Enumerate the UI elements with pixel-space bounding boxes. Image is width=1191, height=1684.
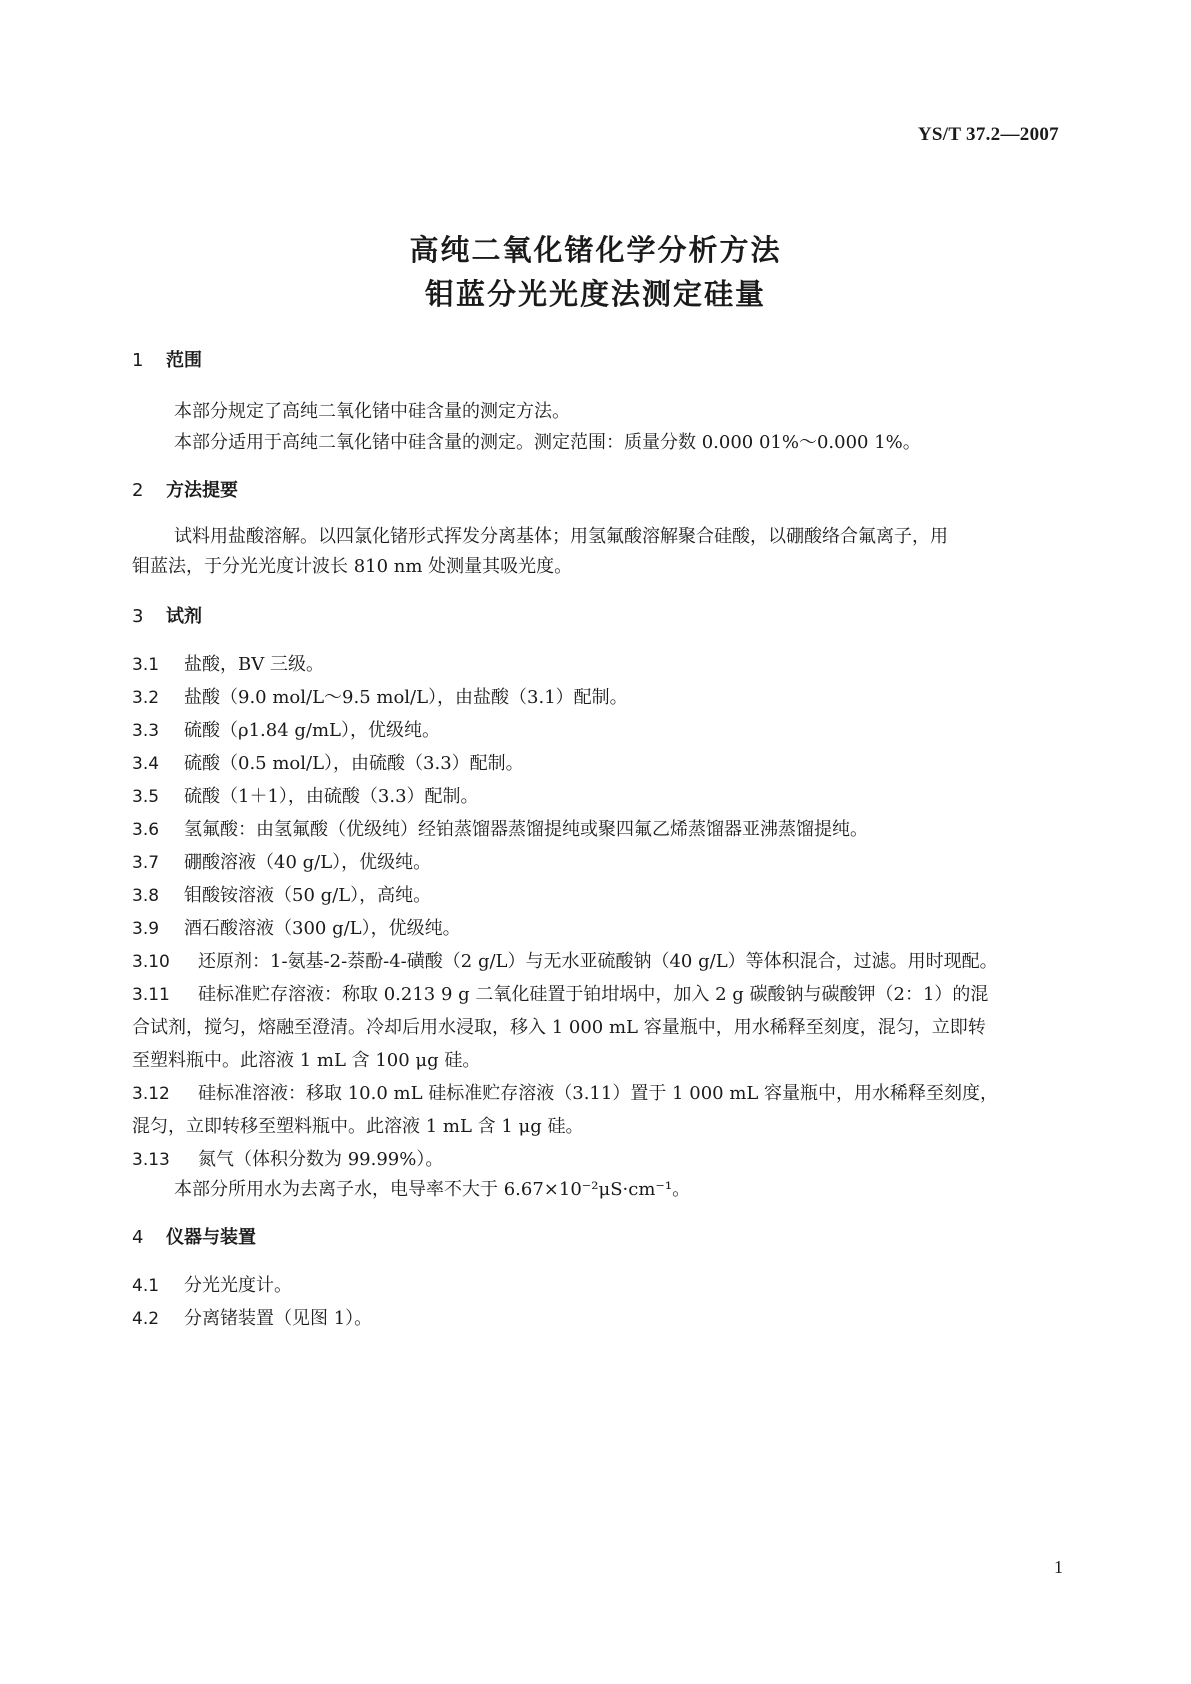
item-number: 3.11	[132, 985, 170, 1005]
section-number: 1	[132, 350, 144, 371]
item-number: 3.1	[132, 655, 160, 675]
list-item	[132, 980, 1062, 1006]
item-number: 3.3	[132, 721, 160, 741]
list-item	[132, 914, 1062, 940]
list-item	[132, 815, 1062, 841]
list-item	[132, 650, 1062, 676]
paragraph: 本部分所用水为去离子水，电导率不大于 6.67×10⁻²μS·cm⁻¹。	[174, 1179, 691, 1200]
item-number: 3.6	[132, 820, 160, 840]
list-item	[132, 1271, 1062, 1297]
standard-code: YS/T 37.2—2007	[917, 124, 1059, 145]
item-continuation: 混匀，立即转移至塑料瓶中。此溶液 1 mL 含 1 μg 硅。	[132, 1116, 584, 1137]
list-item	[132, 683, 1062, 709]
item-text: 盐酸（9.0 mol/L～9.5 mol/L），由盐酸（3.1）配制。	[184, 687, 628, 708]
item-text: 盐酸，BV 三级。	[184, 654, 324, 675]
item-text: 硅标准贮存溶液：称取 0.213 9 g 二氧化硅置于铂坩埚中，加入 2 g 碳酸钠与碳酸钾（2：1）的混	[198, 984, 989, 1005]
section-title: 仪器与装置	[166, 1227, 256, 1248]
item-text: 氮气（体积分数为 99.99%）。	[198, 1149, 444, 1170]
section-number: 3	[132, 606, 144, 627]
list-item	[132, 848, 1062, 874]
item-continuation: 至塑料瓶中。此溶液 1 mL 含 100 μg 硅。	[132, 1050, 481, 1071]
section-title: 范围	[166, 350, 202, 371]
item-text: 硼酸溶液（40 g/L），优级纯。	[184, 852, 432, 873]
item-text: 分离锗装置（见图 1）。	[184, 1308, 373, 1329]
document-title-line1: 高纯二氧化锗化学分析方法	[409, 233, 782, 267]
paragraph: 试料用盐酸溶解。以四氯化锗形式挥发分离基体；用氢氟酸溶解聚合硅酸，以硼酸络合氟离子，用	[174, 526, 948, 547]
list-item	[132, 1304, 1062, 1330]
item-number: 3.4	[132, 754, 160, 774]
list-item	[132, 1145, 1062, 1171]
item-number: 4.2	[132, 1309, 160, 1329]
item-text: 硫酸（ρ1.84 g/mL），优级纯。	[184, 720, 440, 741]
item-number: 3.7	[132, 853, 160, 873]
item-number: 3.10	[132, 952, 170, 972]
item-number: 4.1	[132, 1276, 160, 1296]
item-text: 硫酸（1＋1），由硫酸（3.3）配制。	[184, 786, 479, 807]
paragraph: 本部分规定了高纯二氧化锗中硅含量的测定方法。	[174, 401, 570, 422]
item-text: 硅标准溶液：移取 10.0 mL 硅标准贮存溶液（3.11）置于 1 000 mL 容量瓶中，用水稀释至刻度，	[198, 1083, 999, 1104]
document-title-line2: 钼蓝分光光度法测定硅量	[424, 277, 766, 311]
list-item	[132, 881, 1062, 907]
section-heading-apparatus	[132, 1223, 256, 1249]
section-heading-principle	[132, 476, 238, 502]
section-number: 4	[132, 1227, 144, 1248]
item-number: 3.12	[132, 1084, 170, 1104]
item-text: 还原剂：1-氨基-2-萘酚-4-磺酸（2 g/L）与无水亚硫酸钠（40 g/L）等体积混合，过滤。用时现配。	[198, 951, 998, 972]
page-number: 1	[1054, 1557, 1063, 1577]
list-item	[132, 749, 1062, 775]
item-text: 酒石酸溶液（300 g/L），优级纯。	[184, 918, 461, 939]
item-number: 3.5	[132, 787, 160, 807]
section-title: 方法提要	[166, 480, 238, 501]
item-text: 氢氟酸：由氢氟酸（优级纯）经铂蒸馏器蒸馏提纯或聚四氟乙烯蒸馏器亚沸蒸馏提纯。	[184, 819, 868, 840]
section-number: 2	[132, 480, 144, 501]
list-item	[132, 1079, 1062, 1105]
section-title: 试剂	[166, 606, 202, 627]
item-text: 钼酸铵溶液（50 g/L），高纯。	[184, 885, 432, 906]
list-item	[132, 716, 1062, 742]
list-item	[132, 947, 1062, 973]
item-number: 3.9	[132, 919, 160, 939]
section-heading-reagents	[132, 602, 202, 628]
item-text: 硫酸（0.5 mol/L），由硫酸（3.3）配制。	[184, 753, 524, 774]
item-continuation: 合试剂，搅匀，熔融至澄清。冷却后用水浸取，移入 1 000 mL 容量瓶中，用水稀释至刻度，混匀，立即转	[132, 1017, 986, 1038]
item-number: 3.13	[132, 1150, 170, 1170]
paragraph: 本部分适用于高纯二氧化锗中硅含量的测定。测定范围：质量分数 0.000 01%～0.000 1%。	[174, 432, 921, 453]
item-text: 分光光度计。	[184, 1275, 292, 1296]
item-number: 3.8	[132, 886, 160, 906]
section-heading-scope	[132, 346, 202, 372]
paragraph: 钼蓝法，于分光光度计波长 810 nm 处测量其吸光度。	[132, 556, 573, 577]
list-item	[132, 782, 1062, 808]
item-number: 3.2	[132, 688, 160, 708]
